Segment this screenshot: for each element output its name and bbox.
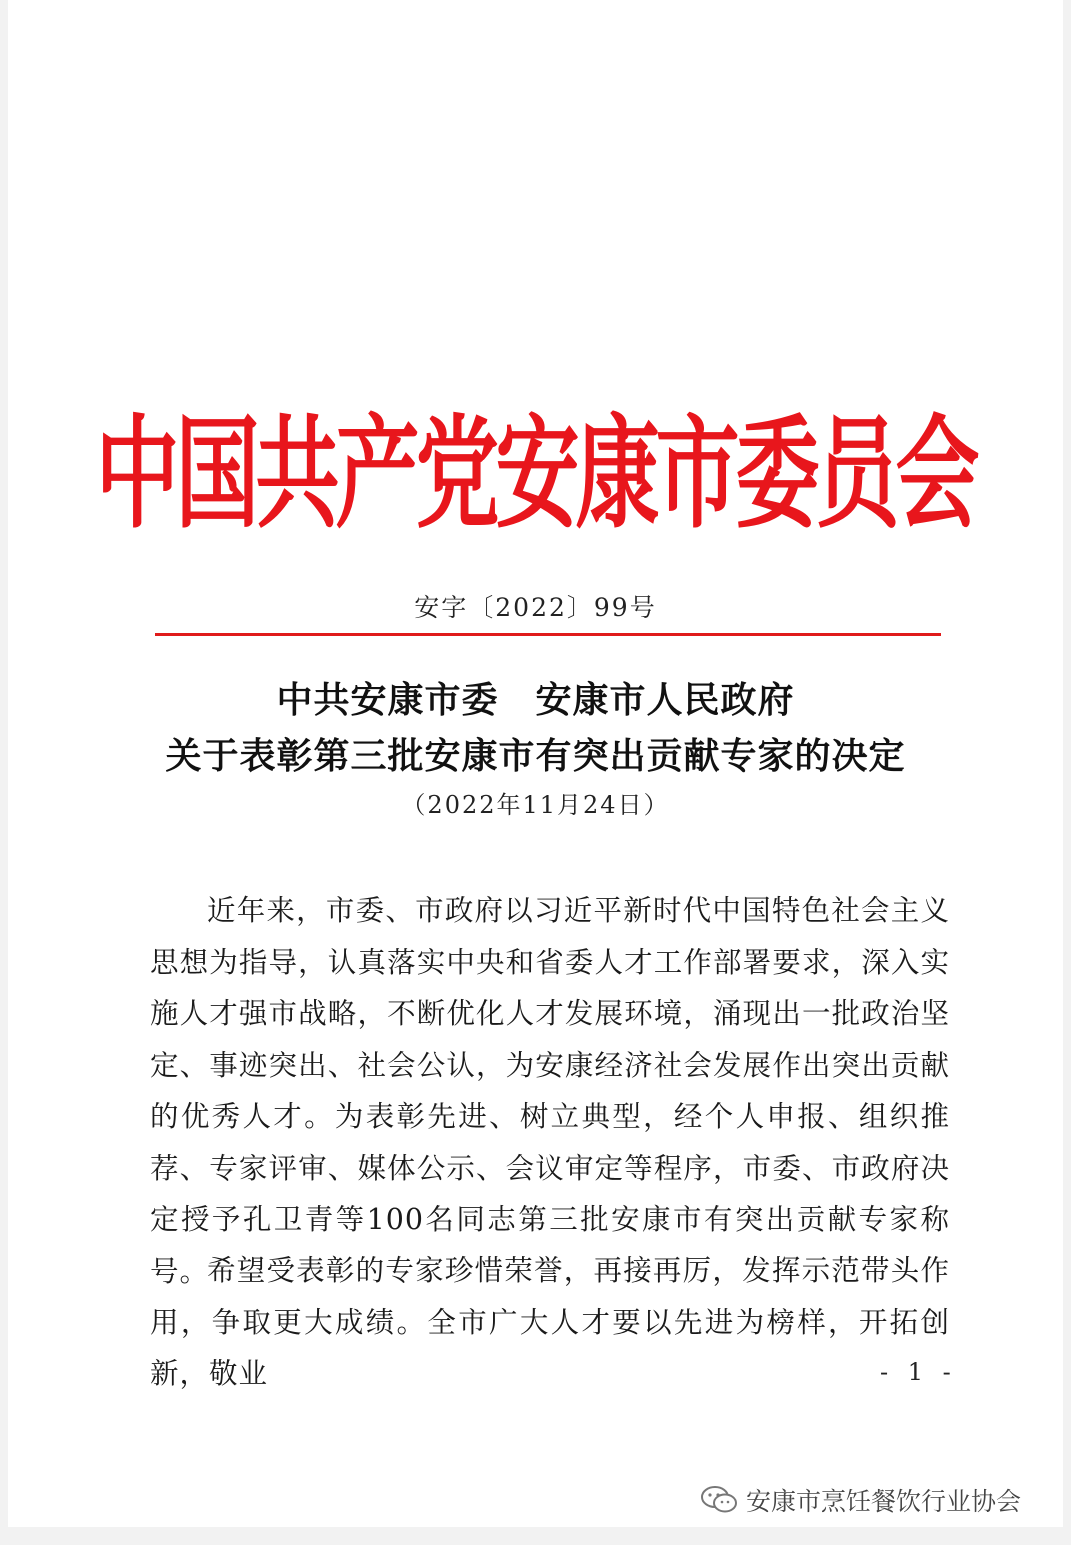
title-line-1: 中共安康市委 安康市人民政府 (276, 679, 795, 721)
footer-watermark (700, 1480, 1021, 1520)
title-line-2: 关于表彰第三批安康市有突出贡献专家的决定 (165, 735, 906, 777)
red-divider (155, 633, 941, 636)
masthead: 中国共产党安康市委员会 (95, 402, 976, 545)
body-paragraph-1: 近年来，市委、市政府以习近平新时代中国特色社会主义思想为指导，认真落实中央和省委人才工作部署要求，深入实施人才强市战略，不断优化人才发展环境，涌现出一批政治坚定、事迹突出、社会公认，为安康经济社会发展作出突出贡献的优秀人才。为表彰先进、树立典型，经个人申报、组织推荐、专家评审、媒体公示、会议审定等程序，市委、市政府决定授予孔卫青等100名同志第三批安康市有突出贡献专家称号。 (150, 894, 950, 1288)
document-number: 安字〔2022〕99号 (414, 593, 657, 622)
wechat-icon (700, 1485, 738, 1515)
issue-date: （2022年11月24日） (401, 791, 670, 819)
page-number: - 1 - (880, 1358, 957, 1386)
footer-account-name: 安康市烹饪餐饮行业协会 (746, 1487, 1022, 1516)
body-paragraph-2: 希望受表彰的专家珍惜荣誉，再接再厉，发挥示范带头作用，争取更大成绩。全市广大人才要以先进为榜样，开拓创新，敬业 (150, 1254, 950, 1390)
